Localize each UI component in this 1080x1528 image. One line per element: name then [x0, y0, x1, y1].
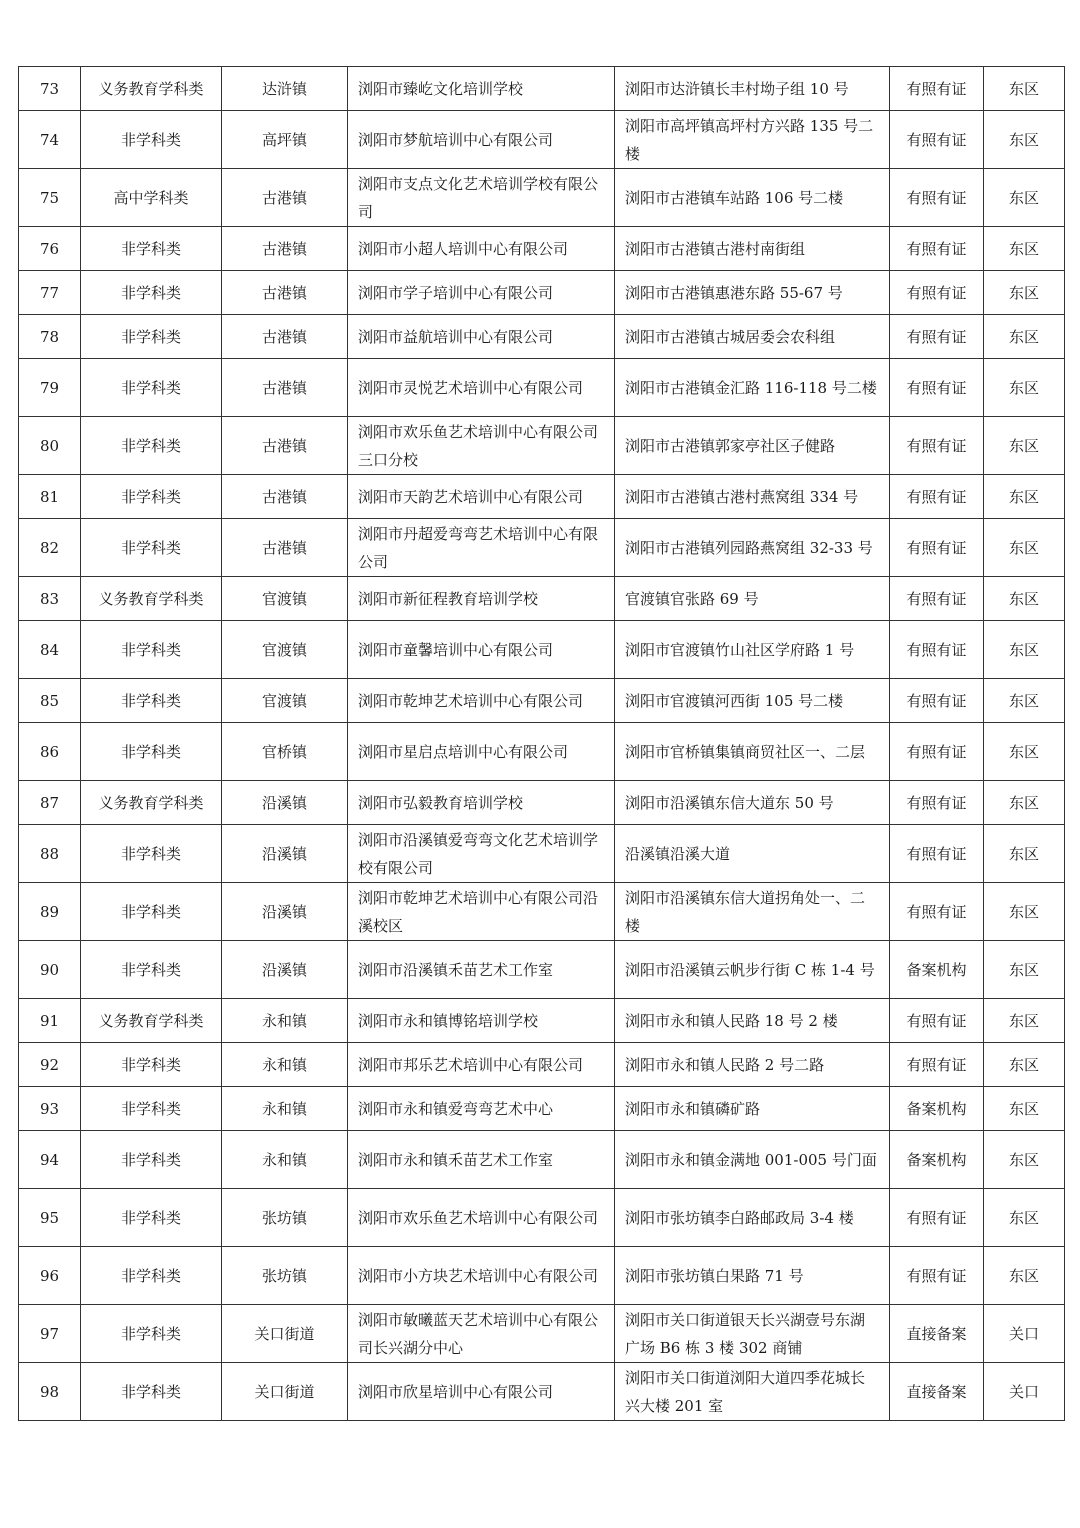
district-cell: 东区	[984, 475, 1065, 519]
institution-name-cell: 浏阳市永和镇禾苗艺术工作室	[348, 1131, 615, 1189]
table-row	[19, 781, 1065, 825]
town-cell: 永和镇	[222, 1087, 348, 1131]
license-status-cell: 有照有证	[890, 723, 984, 781]
table-row	[19, 359, 1065, 417]
institution-name-cell: 浏阳市童馨培训中心有限公司	[348, 621, 615, 679]
category-cell: 非学科类	[81, 1189, 222, 1247]
row-number: 87	[19, 781, 81, 825]
category-cell: 非学科类	[81, 1131, 222, 1189]
category-cell: 非学科类	[81, 227, 222, 271]
town-cell: 关口街道	[222, 1305, 348, 1363]
category-cell: 义务教育学科类	[81, 577, 222, 621]
address-cell: 浏阳市官渡镇竹山社区学府路 1 号	[615, 621, 890, 679]
address-cell: 浏阳市张坊镇李白路邮政局 3-4 楼	[615, 1189, 890, 1247]
license-status-cell: 有照有证	[890, 227, 984, 271]
table-row	[19, 417, 1065, 475]
institution-name-cell: 浏阳市星启点培训中心有限公司	[348, 723, 615, 781]
license-status-cell: 备案机构	[890, 941, 984, 999]
table-row	[19, 475, 1065, 519]
table-row	[19, 723, 1065, 781]
address-cell: 浏阳市古港镇车站路 106 号二楼	[615, 169, 890, 227]
district-cell: 关口	[984, 1305, 1065, 1363]
institution-name-cell: 浏阳市沿溪镇禾苗艺术工作室	[348, 941, 615, 999]
institution-name-cell: 浏阳市永和镇博铭培训学校	[348, 999, 615, 1043]
district-cell: 东区	[984, 111, 1065, 169]
row-number: 93	[19, 1087, 81, 1131]
institution-name-cell: 浏阳市支点文化艺术培训学校有限公司	[348, 169, 615, 227]
license-status-cell: 备案机构	[890, 1131, 984, 1189]
district-cell: 东区	[984, 1189, 1065, 1247]
address-cell: 浏阳市古港镇惠港东路 55-67 号	[615, 271, 890, 315]
institution-name-cell: 浏阳市弘毅教育培训学校	[348, 781, 615, 825]
category-cell: 非学科类	[81, 1087, 222, 1131]
row-number: 74	[19, 111, 81, 169]
license-status-cell: 有照有证	[890, 679, 984, 723]
table-body	[19, 67, 1065, 1421]
institution-name-cell: 浏阳市学子培训中心有限公司	[348, 271, 615, 315]
table-row	[19, 941, 1065, 999]
license-status-cell: 有照有证	[890, 781, 984, 825]
license-status-cell: 有照有证	[890, 315, 984, 359]
table-row	[19, 169, 1065, 227]
row-number: 89	[19, 883, 81, 941]
row-number: 96	[19, 1247, 81, 1305]
address-cell: 浏阳市古港镇金汇路 116-118 号二楼	[615, 359, 890, 417]
table-row	[19, 621, 1065, 679]
address-cell: 浏阳市古港镇郭家亭社区子健路	[615, 417, 890, 475]
institution-name-cell: 浏阳市欢乐鱼艺术培训中心有限公司	[348, 1189, 615, 1247]
category-cell: 非学科类	[81, 111, 222, 169]
license-status-cell: 有照有证	[890, 519, 984, 577]
address-cell: 浏阳市古港镇列园路燕窝组 32-33 号	[615, 519, 890, 577]
license-status-cell: 备案机构	[890, 1087, 984, 1131]
row-number: 88	[19, 825, 81, 883]
district-cell: 东区	[984, 883, 1065, 941]
institution-name-cell: 浏阳市梦航培训中心有限公司	[348, 111, 615, 169]
row-number: 73	[19, 67, 81, 111]
license-status-cell: 有照有证	[890, 999, 984, 1043]
institution-name-cell: 浏阳市邦乐艺术培训中心有限公司	[348, 1043, 615, 1087]
license-status-cell: 有照有证	[890, 825, 984, 883]
category-cell: 非学科类	[81, 475, 222, 519]
category-cell: 非学科类	[81, 519, 222, 577]
license-status-cell: 有照有证	[890, 359, 984, 417]
category-cell: 非学科类	[81, 679, 222, 723]
town-cell: 官桥镇	[222, 723, 348, 781]
table-row	[19, 315, 1065, 359]
district-cell: 东区	[984, 1087, 1065, 1131]
address-cell: 沿溪镇沿溪大道	[615, 825, 890, 883]
district-cell: 东区	[984, 1043, 1065, 1087]
table-row	[19, 999, 1065, 1043]
district-cell: 东区	[984, 999, 1065, 1043]
district-cell: 东区	[984, 169, 1065, 227]
institution-name-cell: 浏阳市永和镇爱弯弯艺术中心	[348, 1087, 615, 1131]
town-cell: 达浒镇	[222, 67, 348, 111]
institution-name-cell: 浏阳市丹超爱弯弯艺术培训中心有限公司	[348, 519, 615, 577]
row-number: 76	[19, 227, 81, 271]
town-cell: 古港镇	[222, 271, 348, 315]
town-cell: 张坊镇	[222, 1189, 348, 1247]
address-cell: 浏阳市达浒镇长丰村坳子组 10 号	[615, 67, 890, 111]
row-number: 83	[19, 577, 81, 621]
table-row	[19, 679, 1065, 723]
institution-name-cell: 浏阳市沿溪镇爱弯弯文化艺术培训学校有限公司	[348, 825, 615, 883]
institution-name-cell: 浏阳市新征程教育培训学校	[348, 577, 615, 621]
address-cell: 浏阳市高坪镇高坪村方兴路 135 号二楼	[615, 111, 890, 169]
row-number: 91	[19, 999, 81, 1043]
license-status-cell: 有照有证	[890, 1247, 984, 1305]
district-cell: 东区	[984, 825, 1065, 883]
institution-name-cell: 浏阳市益航培训中心有限公司	[348, 315, 615, 359]
town-cell: 永和镇	[222, 1131, 348, 1189]
category-cell: 非学科类	[81, 825, 222, 883]
category-cell: 非学科类	[81, 883, 222, 941]
address-cell: 浏阳市张坊镇白果路 71 号	[615, 1247, 890, 1305]
district-cell: 东区	[984, 577, 1065, 621]
town-cell: 沿溪镇	[222, 825, 348, 883]
town-cell: 官渡镇	[222, 621, 348, 679]
address-cell: 浏阳市古港镇古城居委会农科组	[615, 315, 890, 359]
table-row	[19, 825, 1065, 883]
district-cell: 东区	[984, 941, 1065, 999]
row-number: 82	[19, 519, 81, 577]
table-row	[19, 1087, 1065, 1131]
license-status-cell: 有照有证	[890, 1189, 984, 1247]
table-row	[19, 111, 1065, 169]
address-cell: 浏阳市永和镇磷矿路	[615, 1087, 890, 1131]
district-cell: 东区	[984, 227, 1065, 271]
town-cell: 沿溪镇	[222, 883, 348, 941]
row-number: 94	[19, 1131, 81, 1189]
category-cell: 义务教育学科类	[81, 781, 222, 825]
address-cell: 浏阳市关口街道浏阳大道四季花城长兴大楼 201 室	[615, 1363, 890, 1421]
institution-name-cell: 浏阳市欢乐鱼艺术培训中心有限公司三口分校	[348, 417, 615, 475]
category-cell: 非学科类	[81, 1247, 222, 1305]
category-cell: 非学科类	[81, 417, 222, 475]
district-cell: 东区	[984, 1247, 1065, 1305]
row-number: 84	[19, 621, 81, 679]
table-row	[19, 67, 1065, 111]
town-cell: 永和镇	[222, 999, 348, 1043]
institution-name-cell: 浏阳市欣星培训中心有限公司	[348, 1363, 615, 1421]
district-cell: 东区	[984, 723, 1065, 781]
license-status-cell: 有照有证	[890, 169, 984, 227]
category-cell: 义务教育学科类	[81, 67, 222, 111]
address-cell: 浏阳市古港镇古港村南街组	[615, 227, 890, 271]
table-row	[19, 1305, 1065, 1363]
town-cell: 官渡镇	[222, 577, 348, 621]
district-cell: 东区	[984, 271, 1065, 315]
table-row	[19, 1189, 1065, 1247]
license-status-cell: 有照有证	[890, 271, 984, 315]
town-cell: 沿溪镇	[222, 941, 348, 999]
table-row	[19, 519, 1065, 577]
institution-name-cell: 浏阳市小超人培训中心有限公司	[348, 227, 615, 271]
table-row	[19, 1043, 1065, 1087]
district-cell: 东区	[984, 519, 1065, 577]
table-row	[19, 271, 1065, 315]
district-cell: 东区	[984, 417, 1065, 475]
address-cell: 浏阳市官渡镇河西街 105 号二楼	[615, 679, 890, 723]
category-cell: 非学科类	[81, 315, 222, 359]
town-cell: 沿溪镇	[222, 781, 348, 825]
town-cell: 古港镇	[222, 475, 348, 519]
row-number: 95	[19, 1189, 81, 1247]
district-cell: 东区	[984, 315, 1065, 359]
town-cell: 古港镇	[222, 169, 348, 227]
district-cell: 东区	[984, 67, 1065, 111]
town-cell: 古港镇	[222, 315, 348, 359]
row-number: 81	[19, 475, 81, 519]
table-row	[19, 1247, 1065, 1305]
category-cell: 高中学科类	[81, 169, 222, 227]
institution-name-cell: 浏阳市小方块艺术培训中心有限公司	[348, 1247, 615, 1305]
license-status-cell: 有照有证	[890, 621, 984, 679]
document-page	[18, 66, 1064, 1421]
address-cell: 浏阳市永和镇人民路 18 号 2 楼	[615, 999, 890, 1043]
institution-name-cell: 浏阳市乾坤艺术培训中心有限公司沿溪校区	[348, 883, 615, 941]
license-status-cell: 有照有证	[890, 883, 984, 941]
institution-name-cell: 浏阳市臻屹文化培训学校	[348, 67, 615, 111]
town-cell: 张坊镇	[222, 1247, 348, 1305]
category-cell: 非学科类	[81, 359, 222, 417]
institution-name-cell: 浏阳市敏曦蓝天艺术培训中心有限公司长兴湖分中心	[348, 1305, 615, 1363]
row-number: 79	[19, 359, 81, 417]
row-number: 98	[19, 1363, 81, 1421]
address-cell: 浏阳市关口街道银天长兴湖壹号东湖广场 B6 栋 3 楼 302 商铺	[615, 1305, 890, 1363]
category-cell: 非学科类	[81, 1363, 222, 1421]
license-status-cell: 有照有证	[890, 577, 984, 621]
row-number: 97	[19, 1305, 81, 1363]
town-cell: 官渡镇	[222, 679, 348, 723]
row-number: 92	[19, 1043, 81, 1087]
address-cell: 浏阳市古港镇古港村燕窝组 334 号	[615, 475, 890, 519]
district-cell: 东区	[984, 621, 1065, 679]
address-cell: 浏阳市沿溪镇东信大道拐角处一、二楼	[615, 883, 890, 941]
town-cell: 高坪镇	[222, 111, 348, 169]
category-cell: 非学科类	[81, 271, 222, 315]
category-cell: 非学科类	[81, 621, 222, 679]
table-row	[19, 577, 1065, 621]
table-row	[19, 883, 1065, 941]
address-cell: 浏阳市永和镇人民路 2 号二路	[615, 1043, 890, 1087]
district-cell: 关口	[984, 1363, 1065, 1421]
license-status-cell: 有照有证	[890, 67, 984, 111]
row-number: 85	[19, 679, 81, 723]
institution-name-cell: 浏阳市天韵艺术培训中心有限公司	[348, 475, 615, 519]
license-status-cell: 直接备案	[890, 1305, 984, 1363]
row-number: 78	[19, 315, 81, 359]
category-cell: 非学科类	[81, 941, 222, 999]
row-number: 80	[19, 417, 81, 475]
town-cell: 永和镇	[222, 1043, 348, 1087]
institution-table	[18, 66, 1065, 1421]
district-cell: 东区	[984, 781, 1065, 825]
address-cell: 浏阳市永和镇金满地 001-005 号门面	[615, 1131, 890, 1189]
institution-name-cell: 浏阳市灵悦艺术培训中心有限公司	[348, 359, 615, 417]
category-cell: 义务教育学科类	[81, 999, 222, 1043]
town-cell: 关口街道	[222, 1363, 348, 1421]
license-status-cell: 直接备案	[890, 1363, 984, 1421]
license-status-cell: 有照有证	[890, 417, 984, 475]
row-number: 86	[19, 723, 81, 781]
license-status-cell: 有照有证	[890, 475, 984, 519]
category-cell: 非学科类	[81, 1305, 222, 1363]
row-number: 90	[19, 941, 81, 999]
category-cell: 非学科类	[81, 723, 222, 781]
institution-name-cell: 浏阳市乾坤艺术培训中心有限公司	[348, 679, 615, 723]
table-row	[19, 1131, 1065, 1189]
district-cell: 东区	[984, 1131, 1065, 1189]
row-number: 77	[19, 271, 81, 315]
address-cell: 浏阳市沿溪镇东信大道东 50 号	[615, 781, 890, 825]
town-cell: 古港镇	[222, 417, 348, 475]
table-row	[19, 1363, 1065, 1421]
license-status-cell: 有照有证	[890, 1043, 984, 1087]
license-status-cell: 有照有证	[890, 111, 984, 169]
address-cell: 官渡镇官张路 69 号	[615, 577, 890, 621]
district-cell: 东区	[984, 679, 1065, 723]
address-cell: 浏阳市沿溪镇云帆步行街 C 栋 1-4 号	[615, 941, 890, 999]
row-number: 75	[19, 169, 81, 227]
category-cell: 非学科类	[81, 1043, 222, 1087]
town-cell: 古港镇	[222, 359, 348, 417]
address-cell: 浏阳市官桥镇集镇商贸社区一、二层	[615, 723, 890, 781]
town-cell: 古港镇	[222, 227, 348, 271]
town-cell: 古港镇	[222, 519, 348, 577]
table-row	[19, 227, 1065, 271]
district-cell: 东区	[984, 359, 1065, 417]
